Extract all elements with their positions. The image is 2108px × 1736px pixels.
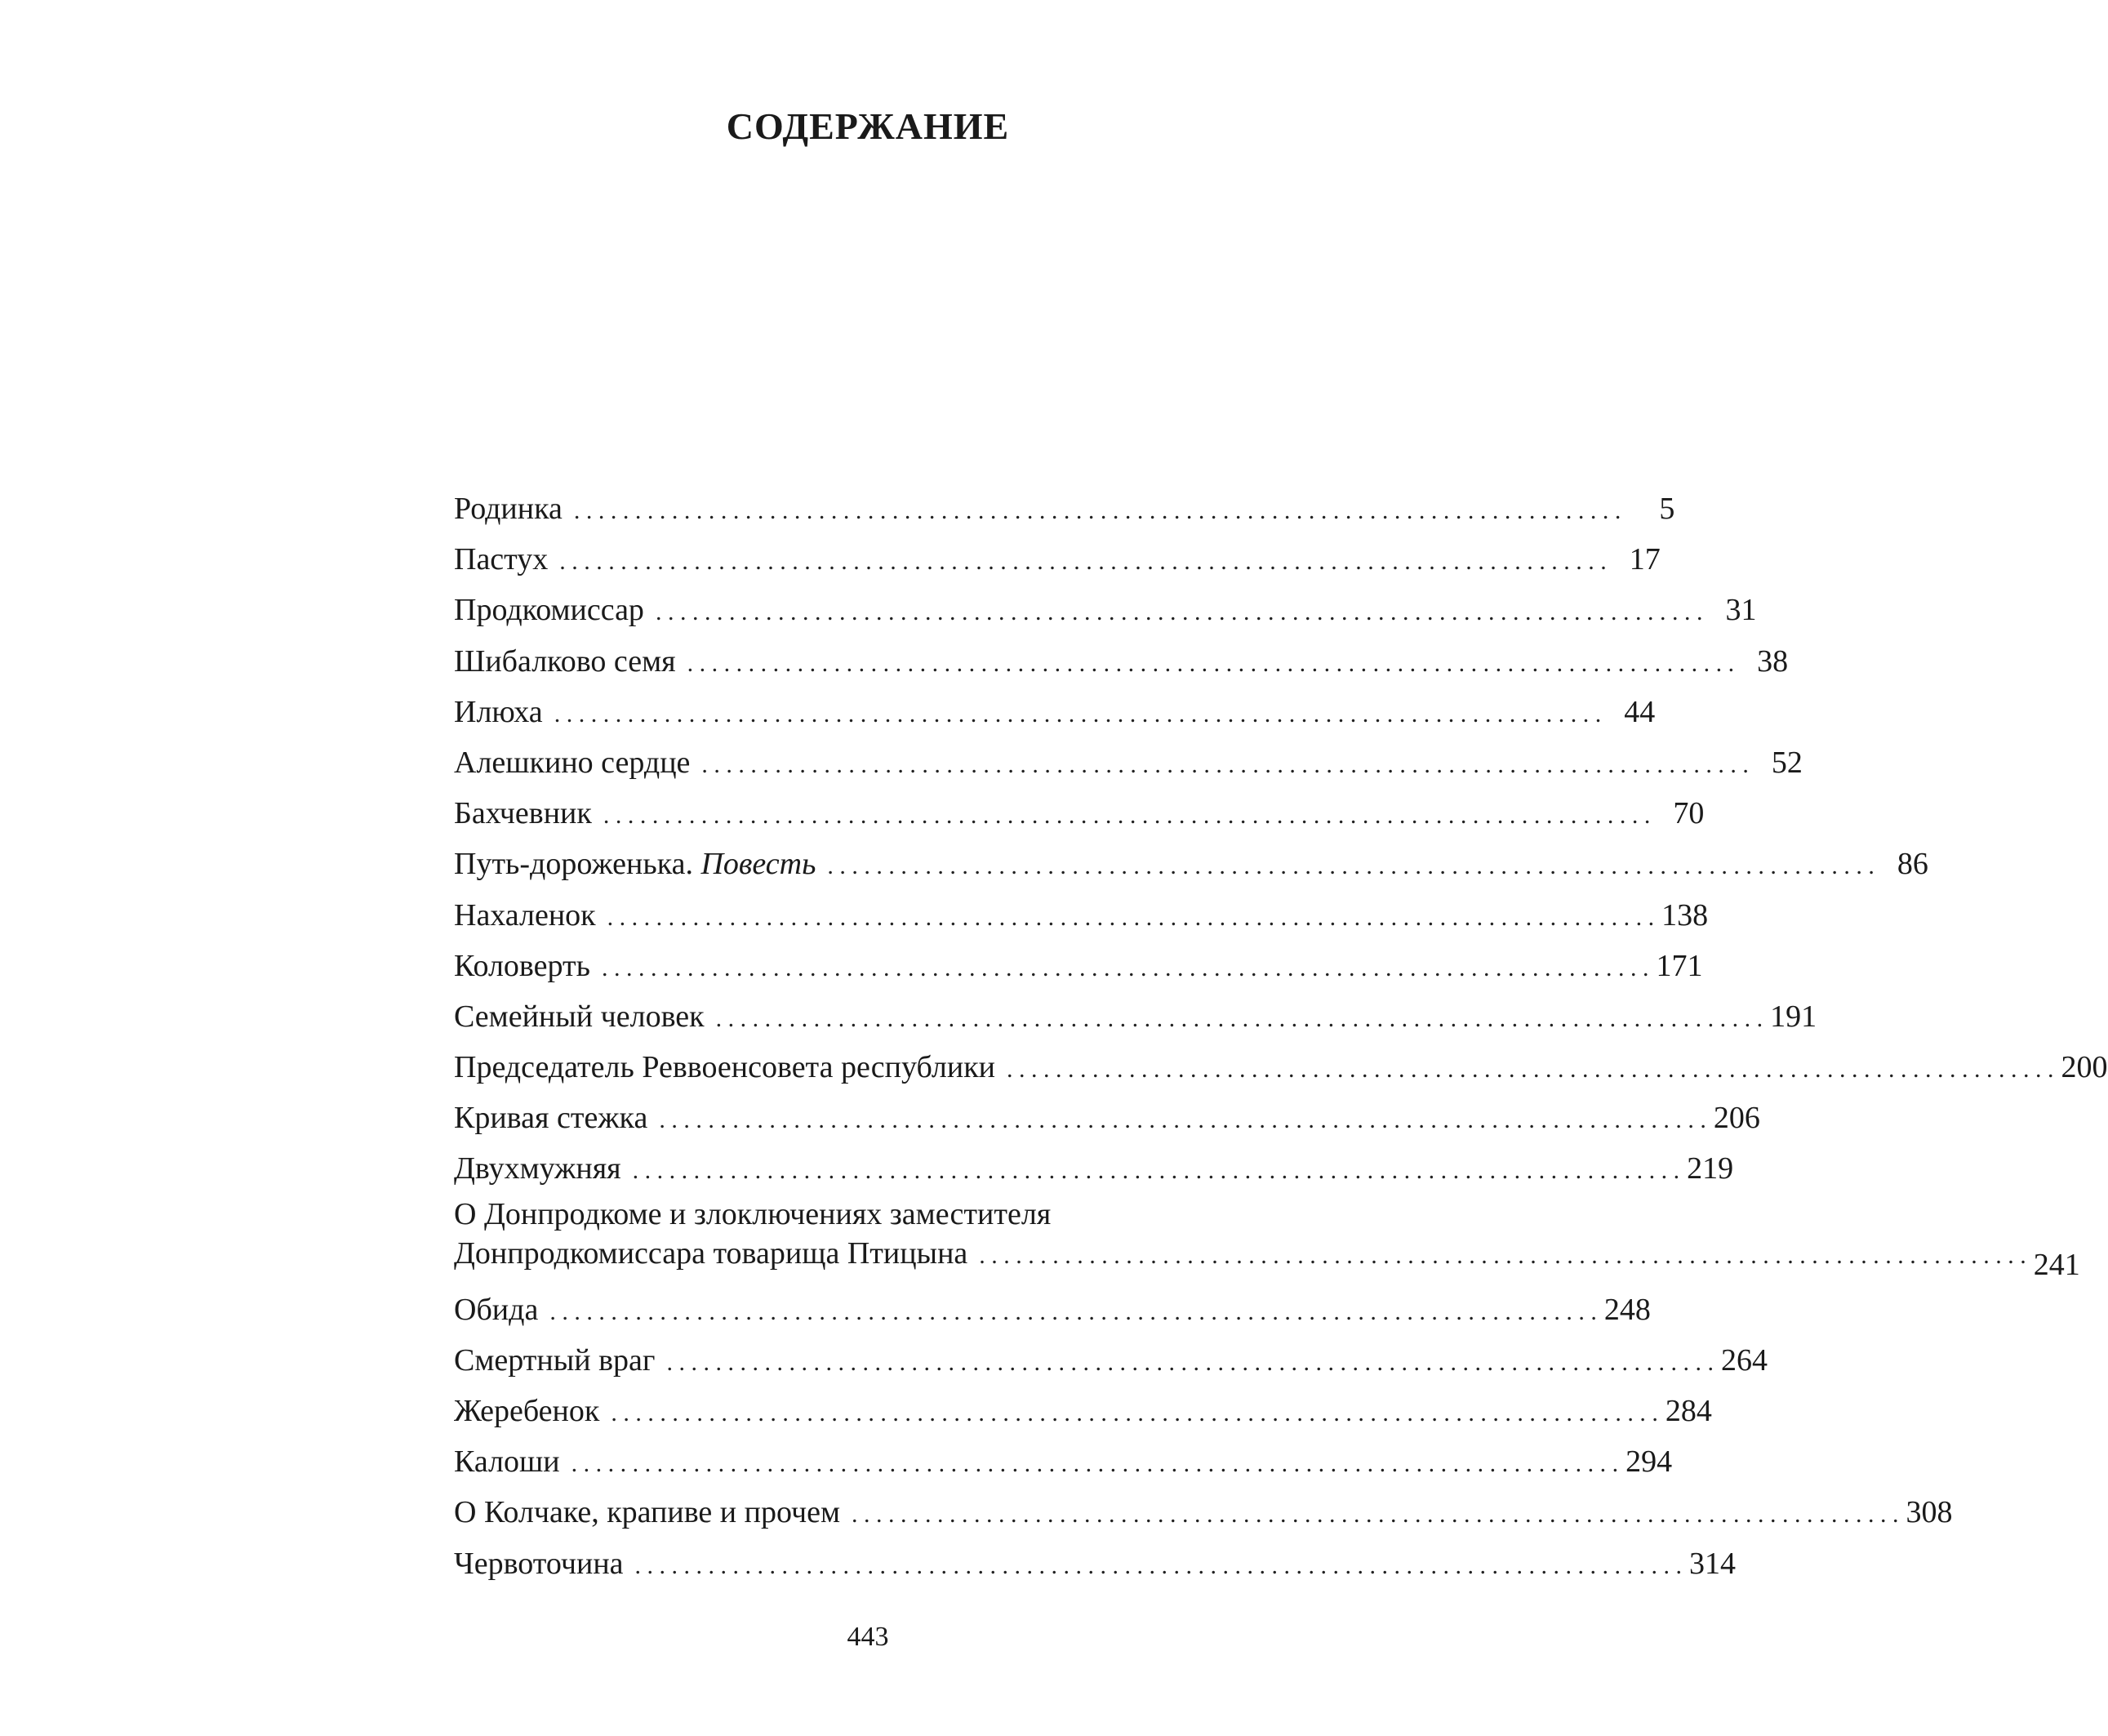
toc-entry[interactable]: [454, 1335, 1768, 1386]
dot-leader: [635, 1541, 1683, 1591]
dot-leader: [559, 536, 1607, 587]
toc-entry[interactable]: [454, 991, 1817, 1042]
toc-entry[interactable]: [454, 636, 1789, 687]
toc-entry-title: Шибалково семя: [454, 643, 676, 679]
toc-entry[interactable]: [454, 890, 1709, 941]
toc-entry-page: 248: [1603, 1292, 1651, 1327]
toc-entry-title-row2: [454, 1234, 2033, 1273]
dot-leader: [603, 790, 1651, 841]
toc-entry-title: Бахчевник: [454, 796, 592, 831]
toc-entry-page: 38: [1757, 643, 1789, 679]
toc-entry-title: Семейный человек: [454, 999, 705, 1034]
toc-entry-page: 206: [1713, 1101, 1760, 1136]
dot-leader: [554, 689, 1602, 740]
dot-leader: [1007, 1044, 2054, 1095]
toc-entry-page: 294: [1625, 1444, 1673, 1480]
toc-entry-title: Обида: [454, 1292, 539, 1327]
toc-entry[interactable]: [454, 839, 1928, 889]
toc-entry[interactable]: [454, 1386, 1712, 1436]
toc-entry-page: 284: [1665, 1394, 1712, 1428]
toc-entry[interactable]: [454, 687, 1656, 737]
dot-leader: [687, 639, 1735, 689]
toc-entry-title: Илюха: [454, 694, 543, 729]
toc-entry[interactable]: [454, 483, 1675, 534]
toc-entry-page: 314: [1689, 1546, 1737, 1581]
dot-leader: [602, 943, 1649, 994]
toc-entry-title-line1: О Донпродкоме и злоключениях заместителя: [454, 1196, 1052, 1231]
toc-entry-title: О Колчаке, крапиве и прочем: [454, 1495, 841, 1530]
toc-entry-title: [454, 839, 816, 889]
toc-entry-page: 191: [1770, 999, 1817, 1034]
toc-entry[interactable]: [454, 1487, 1953, 1538]
toc-entry[interactable]: [454, 534, 1661, 585]
toc-entry-page: 138: [1661, 897, 1709, 933]
toc-entry[interactable]: [454, 1436, 1673, 1487]
toc-entry[interactable]: [454, 1538, 1737, 1589]
toc-entry-title: Пастух: [454, 542, 549, 577]
toc-entry-title-text: Путь-дороженька.: [454, 847, 693, 882]
toc-entry-page: 17: [1629, 542, 1661, 577]
toc-entry-title: Смертный враг: [454, 1342, 656, 1378]
dot-leader: [633, 1146, 1680, 1196]
toc-entry-page: 171: [1656, 948, 1703, 983]
toc-entry[interactable]: [454, 788, 1705, 839]
toc-entry[interactable]: [454, 1042, 2108, 1093]
toc-entry-title: Продкомиссар: [454, 593, 644, 628]
page-title: СОДЕРЖАНИЕ: [726, 105, 1010, 147]
toc-entry-title: Кривая стежка: [454, 1101, 648, 1136]
toc-entry-title: Калоши: [454, 1444, 560, 1480]
toc-entry-page: 44: [1624, 694, 1656, 729]
toc-entry-title: Двухмужняя: [454, 1151, 621, 1186]
page-number: 443: [847, 1622, 889, 1652]
toc-entry-subtitle: Повесть: [700, 847, 816, 882]
dot-leader: [656, 587, 1703, 638]
toc-entry[interactable]: [454, 1093, 1760, 1143]
dot-leader: [574, 486, 1621, 536]
toc-entry-title: Алешкино сердце: [454, 745, 691, 780]
toc-entry[interactable]: [454, 941, 1703, 991]
toc-entry-page: 70: [1673, 796, 1705, 831]
dot-leader: [549, 1287, 1597, 1338]
toc-entry-title-line2: Донпродкомиссара товарища Птицына: [454, 1235, 968, 1271]
toc-entry-title: Нахаленок: [454, 897, 596, 933]
toc-entry-page: 86: [1897, 847, 1928, 882]
dot-leader: [607, 892, 1655, 943]
dot-leader: [827, 841, 1875, 892]
toc-entry[interactable]: [454, 1284, 1651, 1335]
toc-entry-title: Червоточина: [454, 1546, 624, 1581]
toc-entry-page: 31: [1725, 593, 1757, 628]
toc-entry[interactable]: [454, 737, 1803, 788]
toc-entry-title: Родинка: [454, 492, 563, 526]
dot-leader: [571, 1439, 1619, 1489]
toc-entry-page: 264: [1720, 1342, 1768, 1378]
dot-leader: [611, 1388, 1658, 1439]
toc-entry-title: Жеребенок: [454, 1394, 600, 1428]
dot-leader: [716, 994, 1763, 1044]
toc-entry-page: 241: [2033, 1247, 2080, 1282]
dot-leader: [979, 1236, 2026, 1275]
toc-entry-title: Председатель Реввоенсовета республики: [454, 1050, 995, 1085]
toc-entry-title: [454, 1195, 2033, 1273]
toc-entry-page: 200: [2061, 1050, 2108, 1085]
toc-entry-page: 52: [1771, 745, 1803, 780]
dot-leader: [701, 740, 1749, 790]
toc-entry[interactable]: [454, 585, 1757, 635]
table-of-contents: [454, 483, 2108, 1589]
toc-entry[interactable]: [454, 1143, 1734, 1194]
dot-leader: [659, 1095, 1706, 1146]
toc-entry-page: 219: [1687, 1151, 1734, 1186]
toc-entry[interactable]: [454, 1195, 2080, 1284]
toc-entry-title: Коловерть: [454, 948, 590, 983]
dot-leader: [666, 1338, 1714, 1388]
toc-entry-page: 5: [1659, 492, 1675, 526]
dot-leader: [852, 1489, 1899, 1540]
toc-entry-page: 308: [1906, 1495, 1953, 1530]
